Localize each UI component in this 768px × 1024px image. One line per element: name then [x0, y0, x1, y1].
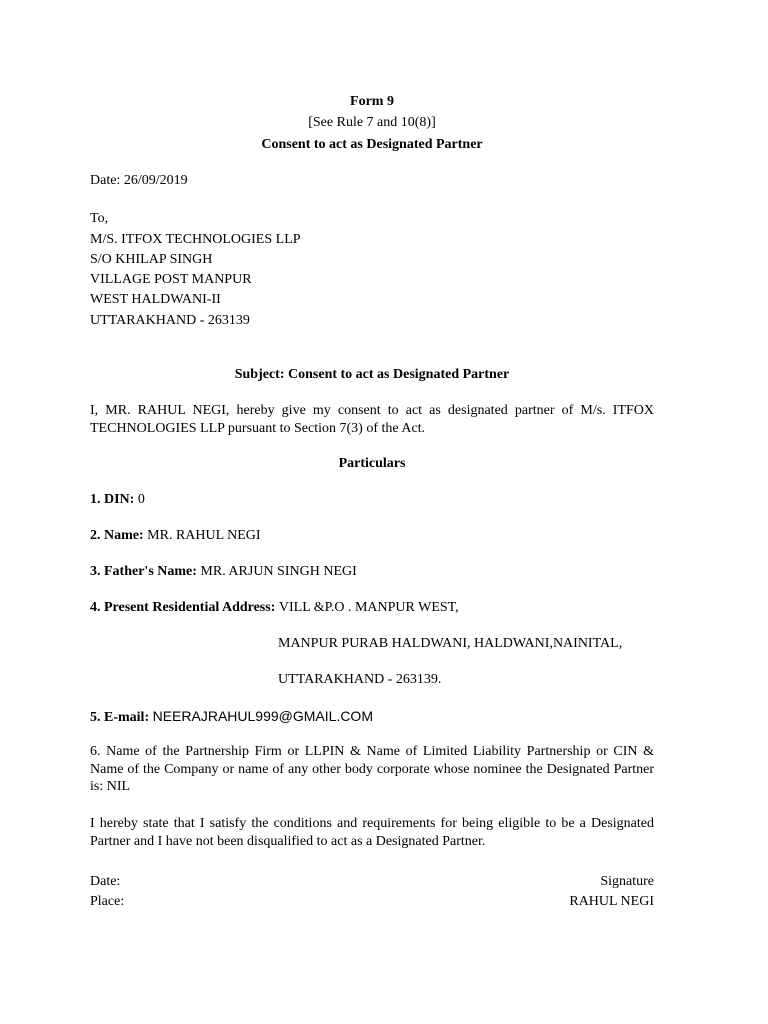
signatory-name: RAHUL NEGI	[569, 894, 654, 909]
name-row	[90, 527, 654, 545]
father-name-row	[90, 563, 654, 581]
email-value: NEERAJRAHUL999@GMAIL.COM	[152, 708, 373, 724]
date-line: Date: 26/09/2019	[90, 173, 188, 188]
din-row	[90, 491, 654, 509]
document-page	[90, 0, 654, 1024]
residential-address-line: VILL &P.O . MANPUR WEST,	[278, 600, 459, 615]
residential-address-row	[90, 599, 654, 617]
residential-address-line: UTTARAKHAND - 263139.	[278, 672, 442, 687]
name-value: MR. RAHUL NEGI	[147, 528, 261, 543]
form-heading: Consent to act as Designated Partner	[261, 137, 483, 152]
residential-address-line: MANPUR PURAB HALDWANI, HALDWANI,NAINITAL,	[278, 636, 623, 651]
father-name-value: MR. ARJUN SINGH NEGI	[200, 564, 357, 579]
address-line: UTTARAKHAND - 263139	[90, 313, 250, 328]
consent-paragraph: I, MR. RAHUL NEGI, hereby give my consent to act as designated partner of M/s. ITFOX TECHNOLOGIES LLP pursuant to Section 7(3) of the Act.	[90, 403, 654, 436]
address-to: To,	[90, 211, 109, 226]
footer-date-label: Date:	[90, 874, 121, 889]
declaration-paragraph: I hereby state that I satisfy the conditions and requirements for being eligible to be a Designated Partner and I have not been disqualified to act as a Designated Partner.	[90, 816, 654, 849]
item-6-paragraph: 6. Name of the Partnership Firm or LLPIN & Name of Limited Liability Partnership or CIN & Name of the Company or name of any other body corporate whose nominee the Designated Partner is: NIL	[90, 744, 654, 794]
form-title: Form 9	[350, 94, 394, 109]
footer-row-1	[90, 873, 654, 891]
address-line: M/S. ITFOX TECHNOLOGIES LLP	[90, 232, 301, 247]
subject-line: Subject: Consent to act as Designated Partner	[234, 367, 510, 382]
name-label: 2. Name:	[90, 528, 148, 543]
footer-row-2	[90, 893, 654, 911]
din-value: 0	[137, 492, 145, 507]
residential-address-label: 4. Present Residential Address:	[90, 600, 279, 615]
address-line: S/O KHILAP SINGH	[90, 252, 213, 267]
signature-label: Signature	[600, 874, 654, 889]
email-label: 5. E-mail:	[90, 710, 153, 725]
father-name-label: 3. Father's Name:	[90, 564, 201, 579]
footer-place-label: Place:	[90, 894, 125, 909]
address-line: VILLAGE POST MANPUR	[90, 272, 252, 287]
email-row	[90, 707, 654, 727]
address-line: WEST HALDWANI-II	[90, 292, 221, 307]
din-label: 1. DIN:	[90, 492, 138, 507]
rule-reference: [See Rule 7 and 10(8)]	[308, 115, 436, 130]
particulars-heading: Particulars	[338, 456, 406, 471]
